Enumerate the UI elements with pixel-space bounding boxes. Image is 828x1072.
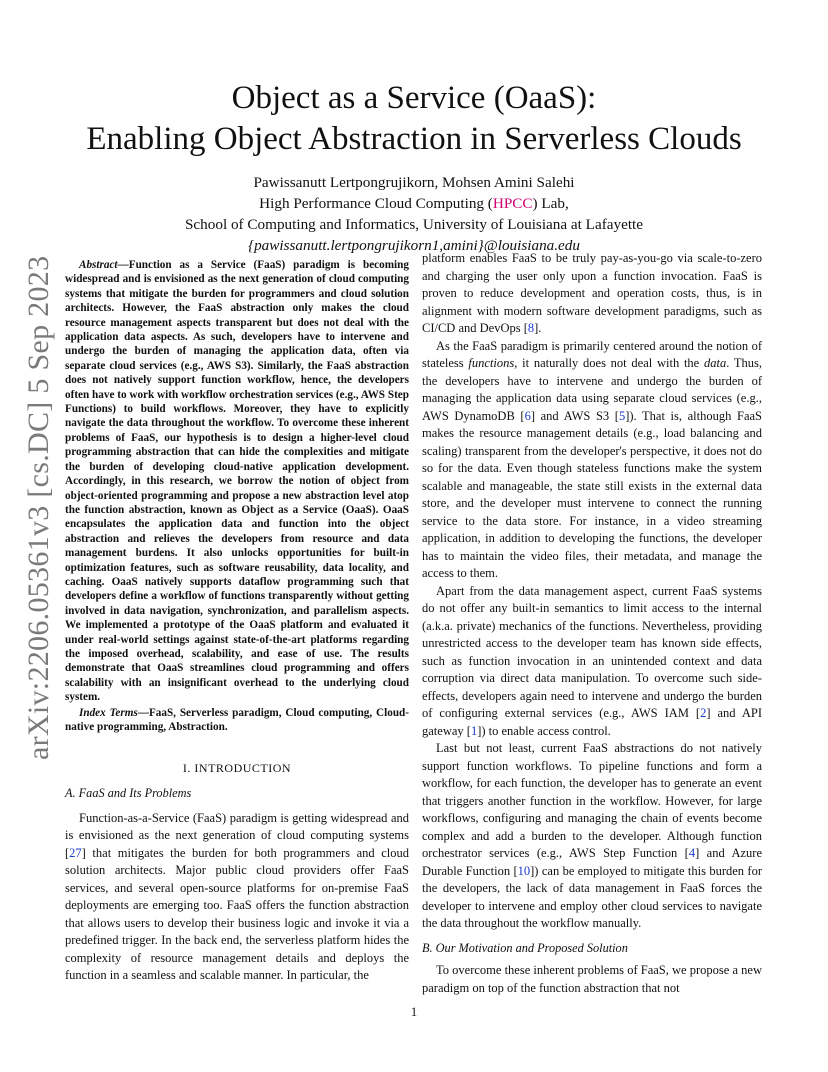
citation-link[interactable]: 1 (470, 723, 478, 738)
right-column (422, 250, 762, 997)
citation-link[interactable]: 4 (688, 846, 696, 860)
section-heading-introduction: I. INTRODUCTION (182, 761, 292, 776)
paragraph-access: Apart from the data management aspect, current FaaS systems do not offer any built-in semantics to limit access to the internal (a.k.a. private) mechanics of the functions. Nevertheless, providing unrestricted access to the developer team has known side effects, such as function invocation in an unintended context and data corruption via direct data manipulation. To overcome such side-effects, developers again need to intervene and undergo the burden of configuring external services (e.g., AWS IAM [2] and API gateway [1]) to enable access control. (422, 583, 762, 738)
title-line-2: Enabling Object Abstraction in Serverless Clouds (86, 121, 742, 157)
affiliation-school: School of Computing and Informatics, University of Louisiana at Lafayette (184, 216, 644, 233)
abstract (65, 258, 409, 705)
author-block (0, 172, 828, 256)
abstract-lead: Abstract (79, 259, 118, 271)
affiliation-lab (0, 193, 828, 214)
index-terms-text: —FaaS, Serverless paradigm, Cloud computing, Cloud-native programming, Abstraction. (65, 706, 409, 733)
paragraph-motivation: To overcome these inherent problems of FaaS, we propose a new paradigm on top of the function abstraction that not (422, 963, 762, 995)
arxiv-stamp: arXiv:2206.05361v3 [cs.DC] 5 Sep 2023 (22, 255, 55, 760)
abstract-text: —Function as a Service (FaaS) paradigm is becoming widespread and is envisioned as the next generation of cloud computing systems that mitigate the burden for programmers and cloud solution architects. However, the FaaS abstraction only makes the cloud resource management aspects transparent but does not deal with the application data aspects. As such, developers have to intervene and undergo the burden of managing the application data, often via separate cloud services (e.g., AWS S3). Similarly, the FaaS abstraction does not natively support function workflow, hence, the developers often have to work with workflow orchestration services (e.g., AWS Step Functions) to build workflows. Moreover, they have to explicitly navigate the data throughout the workflow. To overcome these inherent problems of FaaS, our hypothesis is to design a higher-level cloud programming abstraction that can hide the complexities and mitigate the burden of developing cloud-native application development. Accordingly, in this research, we borrow the notion of object from object-oriented programming and propose a new abstraction level atop the function abstraction, known as Object as a Service (OaaS). OaaS encapsulates the application data and function into the object abstraction and relieves the developers from resource and data management burdens. It also unlocks opportunities for built-in optimization features, such as software reusability, data locality, and caching. OaaS natively supports dataflow programming such that developers define a workflow of functions transparently without getting involved in data navigation, synchronization, and parallelism aspects. We implemented a prototype of the OaaS platform and evaluated it under real-world settings against state-of-the-art platforms regarding the imposed overhead, scalability, and ease of use. The results demonstrate that OaaS streamlines cloud programming and offers scalability with an insignificant overhead to the underlying cloud system. (65, 259, 409, 704)
citation-link[interactable]: 2 (700, 706, 707, 720)
lab-suffix: ) Lab, (532, 195, 569, 212)
subsection-heading-b: B. Our Motivation and Proposed Solution (422, 940, 628, 955)
page-number: 1 (410, 1005, 418, 1019)
paper-title (0, 78, 828, 160)
author-email: {pawissanutt.lertpongrujikorn1,amini}@louisiana.edu (248, 237, 580, 254)
citation-link[interactable]: 5 (618, 408, 626, 423)
hpcc-link[interactable]: HPCC (492, 195, 533, 212)
citation-link[interactable]: 10 (517, 863, 531, 878)
index-terms (65, 706, 409, 735)
author-names: Pawissanutt Lertpongrujikorn, Mohsen Amini Salehi (253, 174, 575, 191)
title-line-1: Object as a Service (OaaS): (231, 80, 597, 116)
paragraph-continuation: platform enables FaaS to be truly pay-as-you-go via scale-to-zero and charging the user only upon a function invocation. FaaS is proven to reduce development and operation costs, thus, is in alignment with modern software development paradigms, such as CI/CD and DevOps [8]. (422, 251, 762, 335)
paragraph-stateless: As the FaaS paradigm is primarily centered around the notion of stateless functions, it naturally does not deal with the data. Thus, the developers have to intervene and undergo the burden of managing the application data using separate cloud services (e.g., AWS DynamoDB [6] and AWS S3 [5]). That is, although FaaS makes the resource management details (e.g., load balancing and scaling) transparent from the developer's perspective, it does not do so for the data. Even though stateless functions make the system scalable and manageable, the state still exists in the external data store, and the developer must intervene to connect the running service to the data store. For instance, in a video streaming application, in addition to developing the functions, the developer has to maintain the video files, their metadata, and manage the access to them. (422, 338, 762, 580)
left-column (65, 258, 409, 985)
paragraph-workflows: Last but not least, current FaaS abstractions do not natively support function workflows. To pipeline functions and form a workflow, for each function, the developer has to generate an event that triggers another function in the workflow. However, for large workflows, configuring and managing the chain of events become complex and add a burden to the developer. Although function orchestrator services (e.g., AWS Step Function [4] and Azure Durable Function [10]) can be employed to mitigate this burden for the developers, the lack of data management in FaaS forces the developer to intervene and employ other cloud services to navigate the data throughout the workflow manually. (422, 741, 762, 930)
citation-link[interactable]: 6 (524, 408, 531, 423)
citation-link[interactable]: 8 (527, 321, 535, 335)
intro-paragraph-1: Function-as-a-Service (FaaS) paradigm is getting widespread and is envisioned as the next generation of cloud computing systems [27] that mitigates the burden for both programmers and cloud solution architects. Major public cloud providers offer FaaS services, and several open-source platforms for on-premise FaaS deployments are emerging too. FaaS offers the function abstraction that allows users to develop their business logic and invoke it via a predefined trigger. In the back end, the serverless platform hides the complexity of resource management details and deploys the function in a seamless and scalable manner. In particular, the (65, 810, 409, 983)
index-terms-lead: Index Terms (79, 706, 138, 719)
subsection-heading-a: A. FaaS and Its Problems (65, 786, 192, 800)
citation-link[interactable]: 27 (69, 845, 82, 860)
lab-prefix: High Performance Cloud Computing ( (259, 195, 493, 212)
